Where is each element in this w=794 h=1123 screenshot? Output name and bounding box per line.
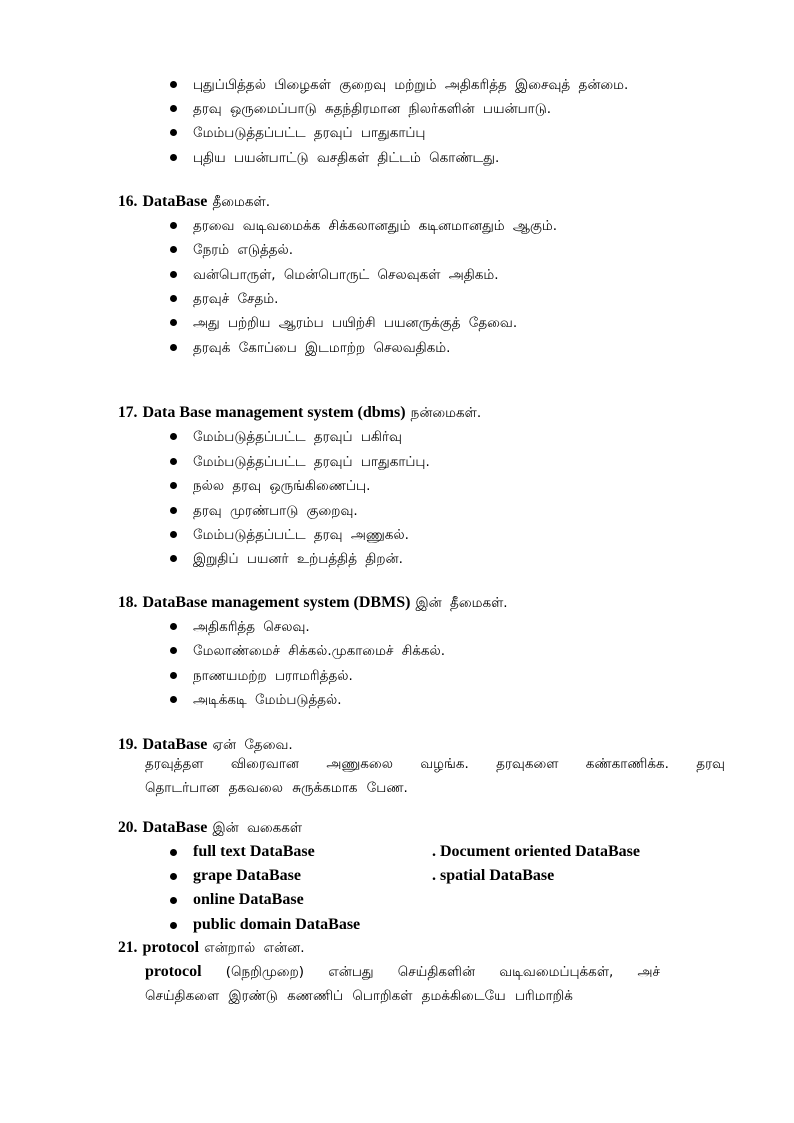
list-item-text: அதிகரித்த செலவு. [193, 619, 310, 635]
word: என்பது [328, 964, 374, 980]
section-title-en: DataBase [142, 736, 208, 753]
list-item-text: நல்ல தரவு ஒருங்கிணைப்பு. [193, 478, 371, 494]
list-item-text: தரவுக் கோப்பை இடமாற்ற செலவதிகம். [193, 340, 451, 356]
list-item [0, 263, 794, 287]
word: விரைவான [230, 756, 299, 772]
section-title-ta: நன்மைகள். [410, 405, 482, 421]
word: தரவுகளை [496, 756, 559, 772]
database-type: . Document oriented DataBase [432, 843, 640, 860]
database-type-row [0, 840, 794, 864]
list-item [0, 425, 794, 449]
section-title-en: DataBase [142, 819, 208, 836]
bullet-icon [170, 271, 177, 278]
section-title-en: DataBase [142, 193, 208, 210]
list-item [0, 547, 794, 571]
section-17-heading [118, 400, 481, 424]
section-title-ta: இன் வகைகள் [212, 820, 303, 836]
word: செய்திகளின் [397, 964, 476, 980]
list-item [0, 523, 794, 547]
list-item [0, 287, 794, 311]
list-item [0, 121, 794, 145]
section-title-ta: இன் தீமைகள். [415, 595, 508, 611]
database-type: online DataBase [193, 891, 304, 908]
section-number: 19. [118, 736, 138, 753]
section-title-ta: ஏன் தேவை. [212, 737, 293, 753]
list-item-text: தரவுச் சேதம். [193, 291, 279, 307]
database-type-row [0, 913, 794, 937]
bullet-icon [170, 482, 177, 489]
paragraph-line [145, 960, 660, 984]
section-number: 16. [118, 193, 138, 210]
bullet-icon [170, 672, 177, 679]
word: தரவுத்தள [145, 756, 204, 772]
bullet-icon [170, 555, 177, 562]
list-item [0, 146, 794, 170]
section-title-en: Data Base management system (dbms) [142, 404, 406, 421]
word: அச் [637, 964, 660, 980]
bullet-icon [170, 154, 177, 161]
section-title-en: protocol [142, 939, 200, 956]
word: தரவு [696, 756, 725, 772]
list-item-text: மேம்படுத்தப்பட்ட தரவுப் பாதுகாப்பு. [193, 454, 430, 470]
list-item-text: அடிக்கடி மேம்படுத்தல். [193, 692, 342, 708]
list-item-text: அது பற்றிய ஆரம்ப பயிற்சி பயனருக்குத் தேவை. [193, 315, 518, 331]
bullet-icon [170, 531, 177, 538]
database-type: full text DataBase [193, 843, 315, 860]
section-19-paragraph [145, 752, 725, 800]
list-item-text: தரவை வடிவமைக்க சிக்கலானதும் கடினமானதும் ஆகும். [193, 218, 558, 234]
list-item [0, 664, 794, 688]
section-21-heading [118, 935, 305, 959]
section-18-heading [118, 590, 508, 614]
paragraph-line: தொடர்பான தகவலை சுருக்கமாக பேண. [145, 780, 408, 796]
section-20-heading [118, 815, 302, 839]
database-type-row [0, 864, 794, 888]
list-item-text: தரவு முரண்பாடு குறைவு. [193, 503, 358, 519]
list-item [0, 97, 794, 121]
section-title-ta: தீமைகள். [212, 194, 270, 210]
list-item-text: நேரம் எடுத்தல். [193, 242, 294, 258]
database-type: grape DataBase [193, 867, 301, 884]
list-item-text: இறுதிப் பயனர் உற்பத்தித் திறன். [193, 551, 403, 567]
word: (நெறிமுறை) [225, 964, 305, 980]
list-item [0, 73, 794, 97]
list-item-text: மேம்படுத்தப்பட்ட தரவுப் பாதுகாப்பு [193, 125, 426, 141]
list-item [0, 238, 794, 262]
database-type: public domain DataBase [193, 916, 361, 933]
list-item [0, 688, 794, 712]
list-item [0, 615, 794, 639]
word: வடிவமைப்புக்கள், [499, 964, 614, 980]
list-item [0, 336, 794, 360]
section-number: 20. [118, 819, 138, 836]
list-item-text: புதுப்பித்தல் பிழைகள் குறைவு மற்றும் அதிகரித்த இசைவுத் தன்மை. [193, 77, 629, 93]
list-item [0, 499, 794, 523]
bullet-icon [170, 922, 177, 929]
word: கண்காணிக்க. [585, 756, 669, 772]
section-number: 17. [118, 404, 138, 421]
list-item [0, 214, 794, 238]
list-item-text: நாணயமற்ற பராமரித்தல். [193, 668, 353, 684]
bullet-icon [170, 295, 177, 302]
bullet-icon [170, 129, 177, 136]
list-item-text: மேலாண்மைச் சிக்கல்.முகாமைச் சிக்கல். [193, 643, 446, 659]
section-title-en: DataBase management system (DBMS) [142, 594, 411, 611]
bullet-icon [170, 897, 177, 904]
word: அணுகலை [326, 756, 393, 772]
bullet-icon [170, 344, 177, 351]
paragraph-line [145, 752, 725, 776]
word: protocol [145, 963, 202, 980]
bullet-icon [170, 623, 177, 630]
list-item-text: தரவு ஒருமைப்பாடு சுதந்திரமான நிலர்களின் பயன்பாடு. [193, 101, 552, 117]
bullet-icon [170, 246, 177, 253]
bullet-icon [170, 873, 177, 880]
bullet-icon [170, 222, 177, 229]
bullet-icon [170, 849, 177, 856]
paragraph-line: செய்திகளை இரண்டு கணணிப் பொறிகள் தமக்கிடையே பரிமாறிக் [145, 988, 573, 1004]
list-item-text: மேம்படுத்தப்பட்ட தரவு அணுகல். [193, 527, 409, 543]
bullet-icon [170, 696, 177, 703]
list-item [0, 450, 794, 474]
list-item [0, 639, 794, 663]
list-item [0, 474, 794, 498]
section-title-ta: என்றால் என்ன. [204, 940, 305, 956]
section-number: 18. [118, 594, 138, 611]
bullet-icon [170, 647, 177, 654]
section-number: 21. [118, 939, 138, 956]
bullet-icon [170, 433, 177, 440]
list-item-text: புதிய பயன்பாட்டு வசதிகள் திட்டம் கொண்டது. [193, 150, 500, 166]
bullet-icon [170, 105, 177, 112]
bullet-icon [170, 319, 177, 326]
database-type-row [0, 888, 794, 912]
list-item [0, 311, 794, 335]
bullet-icon [170, 81, 177, 88]
bullet-icon [170, 458, 177, 465]
section-16-heading [118, 189, 270, 213]
database-type: . spatial DataBase [432, 867, 555, 884]
bullet-icon [170, 507, 177, 514]
list-item-text: மேம்படுத்தப்பட்ட தரவுப் பகிர்வு [193, 429, 402, 445]
list-item-text: வன்பொருள், மென்பொருட் செலவுகள் அதிகம். [193, 267, 499, 283]
section-21-paragraph [145, 960, 660, 1008]
word: வழங்க. [420, 756, 469, 772]
